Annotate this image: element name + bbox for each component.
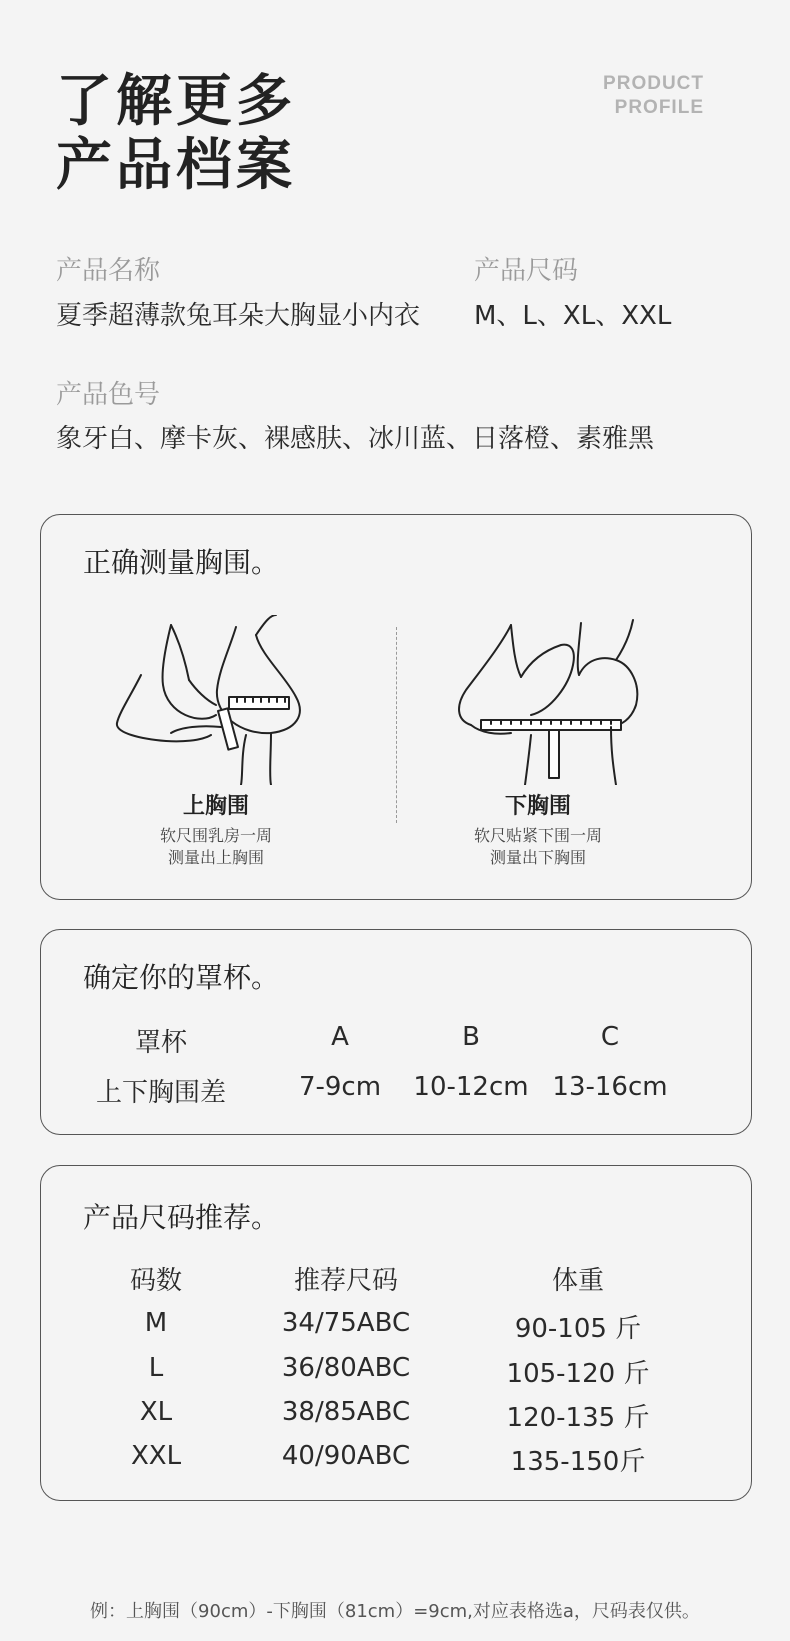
size-header-code: 码数: [129, 1266, 183, 1296]
english-subtitle: [603, 72, 704, 120]
under-bust-desc-1: 软尺贴紧下围一周: [473, 826, 603, 845]
product-name-value: 夏季超薄款兔耳朵大胸显小内衣: [56, 301, 421, 331]
upper-bust-illustration: [111, 615, 311, 785]
size-row-xl-recommend: 38/85ABC: [281, 1397, 411, 1427]
en-line-1: PRODUCT: [603, 73, 704, 94]
upper-bust-title: 上胸围: [182, 794, 250, 819]
size-row-m-code: M: [144, 1308, 168, 1338]
size-header-recommend: 推荐尺码: [293, 1266, 399, 1296]
title-line-1: 了解更多: [56, 69, 296, 134]
cup-header-b: B: [462, 1022, 480, 1052]
size-row-m-weight: 90-105 斤: [514, 1314, 642, 1344]
size-row-m-recommend: 34/75ABC: [281, 1308, 411, 1338]
cup-header-c: C: [600, 1022, 620, 1052]
size-row-xl-code: XL: [139, 1397, 173, 1427]
size-title: 产品尺码推荐。: [83, 1201, 280, 1234]
footnote: 例：上胸围（90cm）-下胸围（81cm）=9cm,对应表格选a，尺码表仅供。: [90, 1601, 700, 1622]
product-size-label: 产品尺码: [474, 256, 579, 286]
cup-diff-c: 13-16cm: [552, 1072, 668, 1102]
cup-header-a: A: [331, 1022, 349, 1052]
under-bust-desc-2: 测量出下胸围: [489, 848, 587, 867]
product-size-value: M、L、XL、XXL: [474, 301, 672, 331]
size-row-l-recommend: 36/80ABC: [281, 1353, 411, 1383]
size-row-l-weight: 105-120 斤: [506, 1359, 650, 1389]
size-row-xxl-weight: 135-150斤: [510, 1447, 646, 1477]
cup-card: [40, 929, 752, 1135]
measure-card: [40, 514, 752, 900]
product-color-label: 产品色号: [56, 380, 161, 410]
cup-diff-label: 上下胸围差: [95, 1078, 227, 1108]
size-card: [40, 1165, 752, 1501]
measure-title: 正确测量胸围。: [83, 546, 280, 579]
title-line-2: 产品档案: [56, 133, 296, 198]
cup-diff-b: 10-12cm: [413, 1072, 529, 1102]
figure-divider: [396, 627, 397, 823]
size-row-xxl-code: XXL: [130, 1441, 182, 1471]
size-row-xxl-recommend: 40/90ABC: [281, 1441, 411, 1471]
page-title: [56, 70, 296, 198]
size-header-weight: 体重: [551, 1266, 605, 1296]
product-color-value: 象牙白、摩卡灰、裸感肤、冰川蓝、日落橙、素雅黑: [56, 424, 655, 454]
cup-title: 确定你的罩杯。: [83, 961, 280, 994]
upper-bust-desc-2: 测量出上胸围: [167, 848, 265, 867]
size-row-xl-weight: 120-135 斤: [506, 1403, 650, 1433]
size-row-l-code: L: [148, 1353, 164, 1383]
cup-header-label: 罩杯: [134, 1028, 188, 1058]
en-line-2: PROFILE: [614, 97, 704, 118]
cup-diff-a: 7-9cm: [298, 1072, 382, 1102]
under-bust-title: 下胸围: [504, 794, 572, 819]
product-name-label: 产品名称: [56, 256, 161, 286]
under-bust-illustration: [451, 615, 651, 785]
upper-bust-desc-1: 软尺围乳房一周: [159, 826, 273, 845]
